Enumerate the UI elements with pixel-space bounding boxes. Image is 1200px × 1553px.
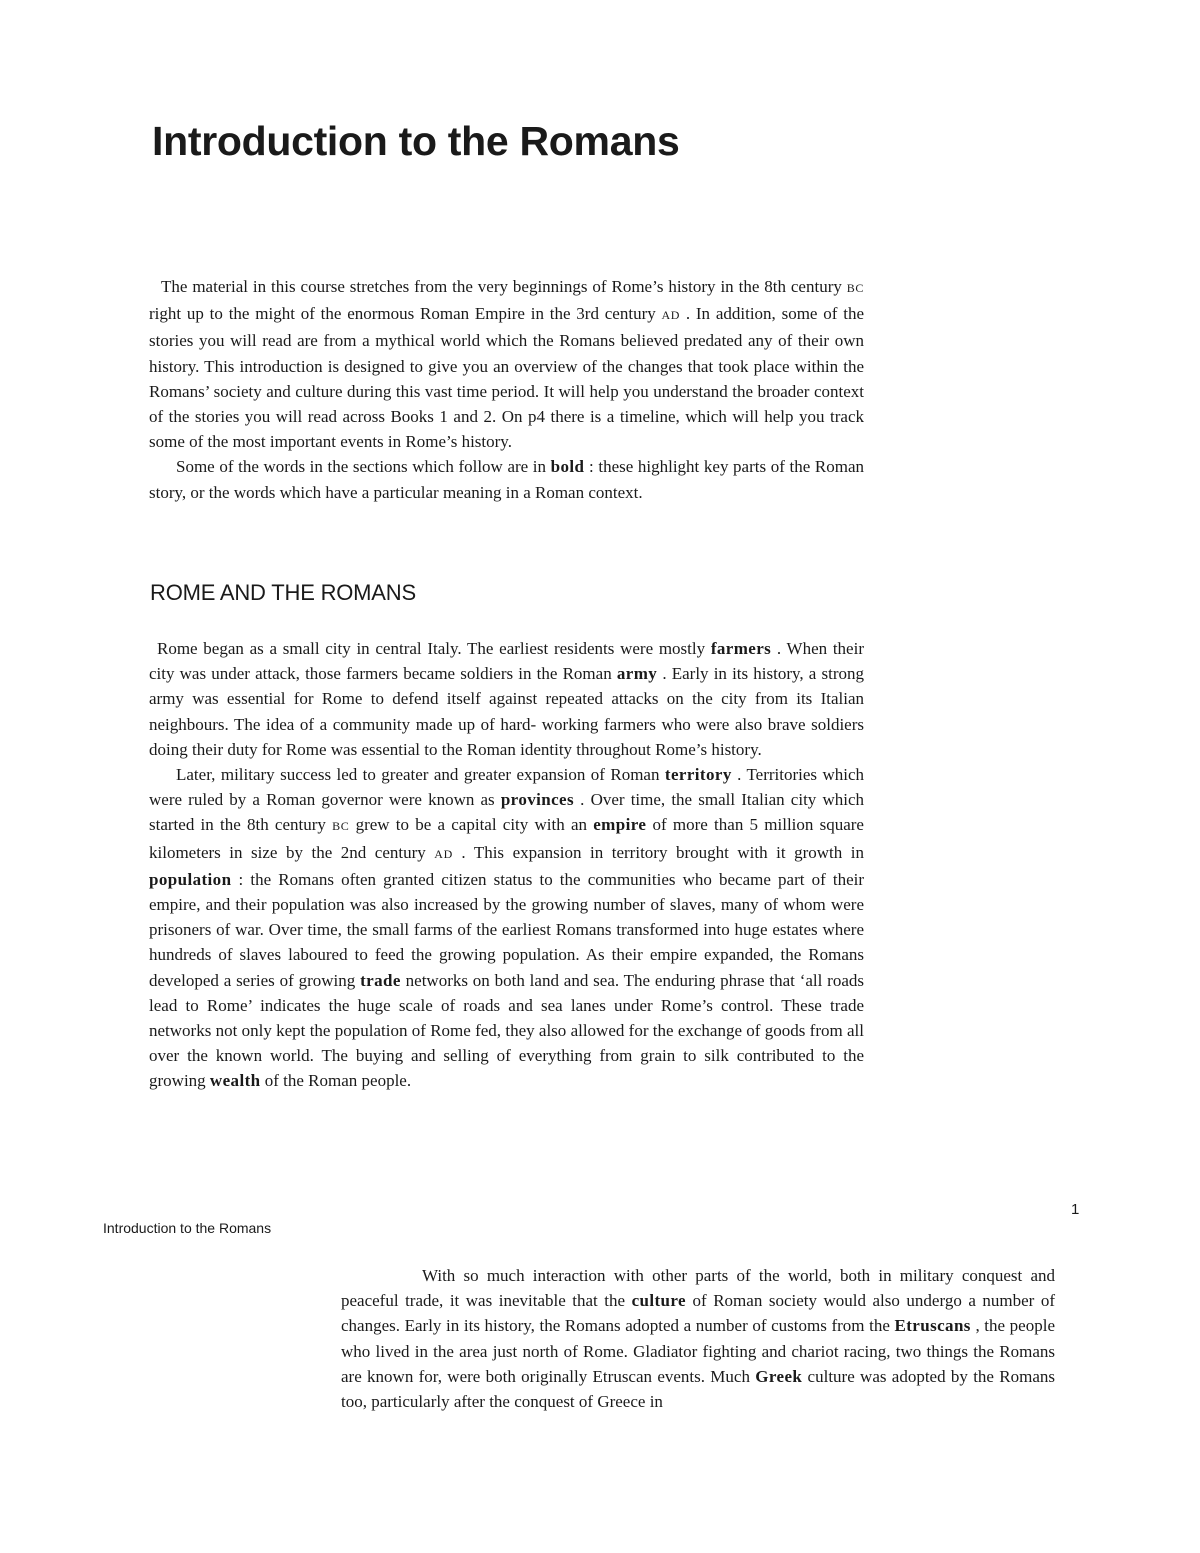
bold-keyword: empire [593, 815, 647, 835]
text-run: grew to be a capital city with an [349, 815, 594, 835]
text-run: culture was adopted by the Romans too, particularly after the conquest of Greece in [341, 1366, 1055, 1412]
text-run: . Early in its history, a strong army was essential for Rome to defend itself against repeated attacks on the city from its Italian neighbours. The idea of a community made up of hard- working farmers who were also brave soldiers doing their duty for Rome was essential to the Roman identity throughout Rome’s history. [149, 664, 865, 759]
text-run: . When their city was under attack, those farmers became soldiers in the Roman [149, 639, 864, 684]
text-run: . This expansion in territory brought with it growth in [452, 842, 864, 862]
running-header: Introduction to the Romans [103, 1220, 272, 1236]
rome-paragraph-2 [149, 762, 864, 1094]
bold-keyword: Etruscans [894, 1316, 971, 1336]
bold-keyword: trade [360, 970, 401, 990]
text-run: Later, military success led to greater and greater expansion of Roman [176, 765, 665, 785]
bold-keyword: provinces [500, 790, 575, 810]
rome-paragraph-1 [149, 636, 864, 762]
section-heading: ROME AND THE ROMANS [150, 580, 416, 605]
bold-keyword: population [149, 869, 232, 889]
text-run: of the Roman people. [260, 1071, 412, 1091]
page-number: 1 [1071, 1201, 1080, 1218]
text-run: Rome began as a small city in central Italy. The earliest residents were mostly [157, 639, 711, 658]
text-run: The material in this course stretches from the very beginnings of Rome’s history in the 8th century [161, 277, 847, 296]
text-run: . In addition, some of the stories you will read are from a mythical world which the Romans believed predated any of their own history. This introduction is designed to give you an overview of the changes that took place within the Romans’ society and culture during this vast time period. It will help you understand the broader context of the stories you will read across Books 1 and 2. On p4 there is a timeline, which will help you track some of the most important events in Rome’s history. [149, 304, 864, 452]
text-run: : these highlight key parts of the Roman story, or the words which have a particular meaning in a Roman context. [149, 457, 864, 502]
culture-paragraph [341, 1263, 1055, 1414]
document-title: Introduction to the Romans [152, 118, 680, 164]
intro-paragraph-1 [149, 274, 864, 454]
text-run: of more than 5 million square kilometers in size by the 2nd century [149, 815, 864, 862]
era-abbreviation: BC [332, 819, 350, 834]
bold-keyword: bold [550, 457, 585, 477]
text-run: With so much interaction with other parts of the world, both in military conquest and peaceful trade, it was inevitable that the [341, 1266, 1055, 1311]
text-run: . Over time, the small Italian city which started in the 8th century [149, 790, 864, 835]
bold-keyword: culture [631, 1291, 687, 1311]
text-run: . Territories which were ruled by a Roman governor were known as [149, 765, 865, 810]
era-abbreviation: AD [434, 846, 453, 861]
bold-keyword: farmers [710, 639, 772, 658]
intro-paragraph-2 [149, 454, 864, 504]
bold-keyword: wealth [209, 1071, 261, 1091]
bold-keyword: territory [664, 765, 732, 785]
text-run: networks on both land and sea. The enduring phrase that ‘all roads lead to Rome’ indicates the huge scale of roads and sea lanes under Rome’s control. These trade networks not only kept the population of Rome fed, they also allowed for the exchange of goods from all over the known world. The buying and selling of everything from grain to silk contributed to the growing [149, 970, 864, 1091]
era-abbreviation: BC [846, 281, 864, 295]
text-run: of Roman society would also undergo a number of changes. Early in its history, the Romans adopted a number of customs from the [341, 1291, 1055, 1336]
text-run: Some of the words in the sections which follow are in [176, 457, 551, 477]
intro-section [149, 274, 864, 505]
rome-section [149, 636, 864, 1094]
culture-section [341, 1263, 1055, 1414]
text-run: right up to the might of the enormous Roman Empire in the 3rd century [149, 304, 662, 324]
text-run: : the Romans often granted citizen status to the communities who became part of their empire, and their population was also increased by the growing number of slaves, many of whom were prisoners of war. Over time, the small farms of the earliest Romans transformed into huge estates where hundreds of slaves laboured to feed the growing population. As their empire expanded, the Romans developed a series of growing [149, 869, 864, 990]
bold-keyword: Greek [755, 1366, 803, 1386]
bold-keyword: army [616, 664, 658, 684]
text-run: , the people who lived in the area just north of Rome. Gladiator fighting and chariot racing, two things the Romans are known for, were both originally Etruscan events. Much [341, 1316, 1055, 1386]
era-abbreviation: AD [661, 308, 681, 323]
